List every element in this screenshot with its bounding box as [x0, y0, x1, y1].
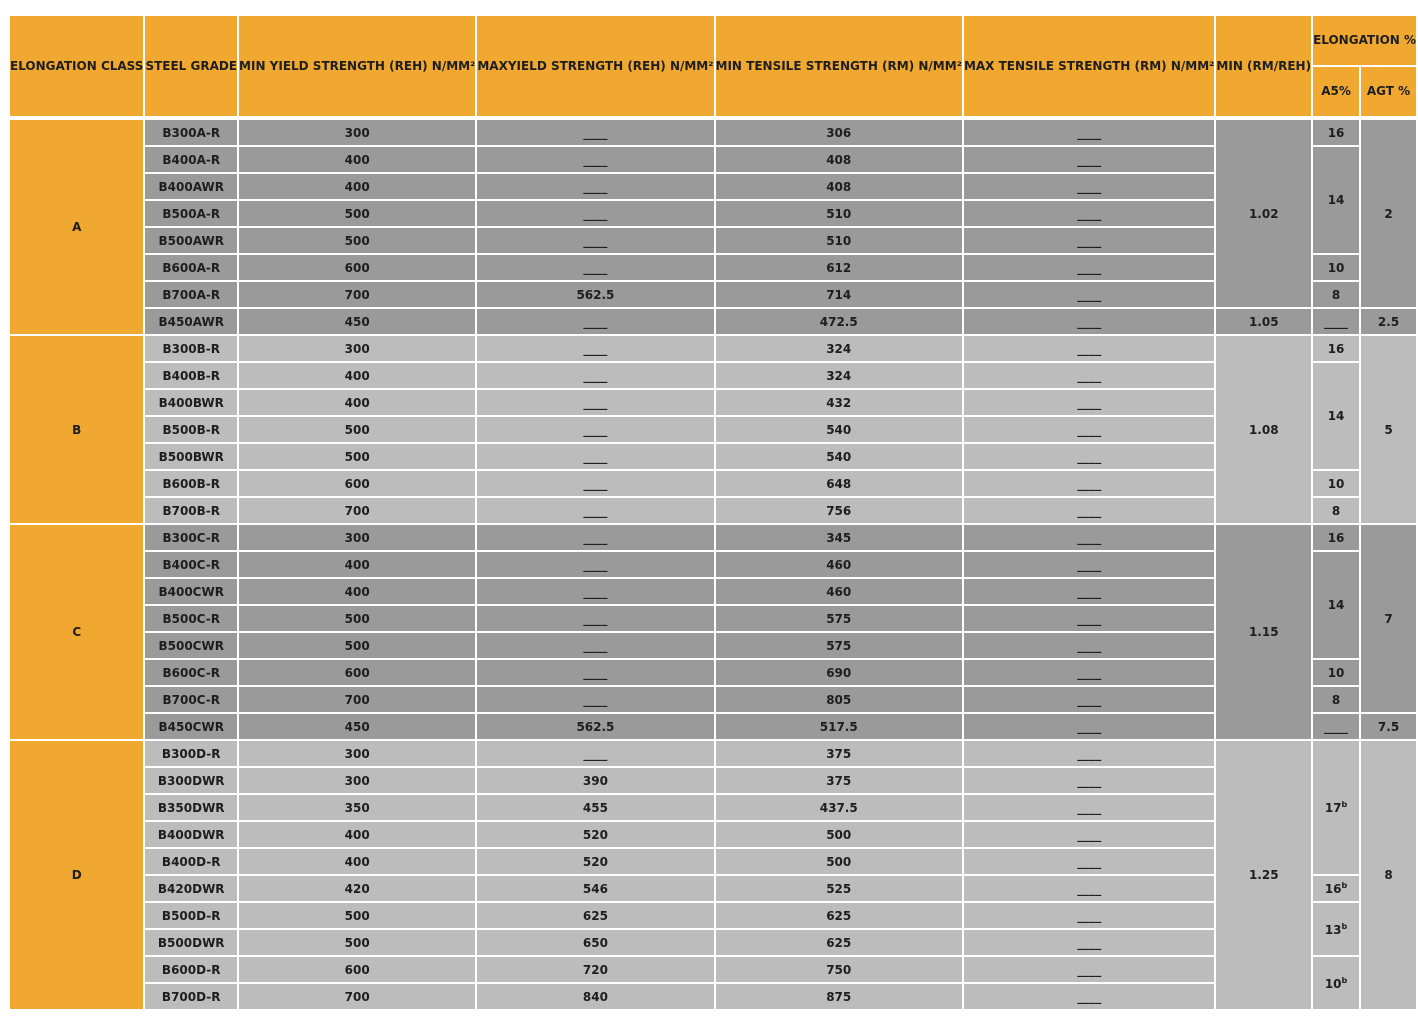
min-tensile: 432	[716, 390, 962, 415]
min-tensile: 460	[716, 552, 962, 577]
max-yield: ____	[477, 147, 713, 172]
min-yield: 500	[239, 930, 475, 955]
min-yield: 300	[239, 768, 475, 793]
min-tensile: 408	[716, 174, 962, 199]
max-yield: ____	[477, 120, 713, 145]
class-a-agt: 2	[1361, 120, 1416, 307]
footnote-mark: b	[1341, 975, 1348, 985]
max-yield: 650	[477, 930, 713, 955]
min-tensile: 625	[716, 903, 962, 928]
steel-grade: B500BWR	[145, 444, 237, 469]
a5-value: 16	[1313, 525, 1359, 550]
min-yield: 350	[239, 795, 475, 820]
class-a-label: A	[10, 120, 143, 334]
max-tensile: ____	[964, 201, 1214, 226]
max-tensile: ____	[964, 714, 1214, 739]
min-yield: 450	[239, 714, 475, 739]
max-tensile: ____	[964, 363, 1214, 388]
max-tensile: ____	[964, 174, 1214, 199]
min-yield: 600	[239, 255, 475, 280]
class-b-agt: 5	[1361, 336, 1416, 523]
min-tensile: 500	[716, 849, 962, 874]
a5-value-footnoted	[1313, 957, 1359, 1009]
max-tensile: ____	[964, 498, 1214, 523]
max-tensile: ____	[964, 687, 1214, 712]
ratio-value: 1.05	[1216, 309, 1311, 334]
steel-grade: B300C-R	[145, 525, 237, 550]
steel-grade: B400B-R	[145, 363, 237, 388]
steel-grade: B300B-R	[145, 336, 237, 361]
min-tensile: 375	[716, 741, 962, 766]
max-tensile: ____	[964, 768, 1214, 793]
max-tensile: ____	[964, 606, 1214, 631]
max-tensile: ____	[964, 471, 1214, 496]
max-yield: ____	[477, 525, 713, 550]
a5-value-footnoted	[1313, 741, 1359, 874]
footnote-mark: b	[1341, 881, 1348, 890]
max-yield: ____	[477, 471, 713, 496]
min-yield: 300	[239, 741, 475, 766]
max-tensile: ____	[964, 903, 1214, 928]
steel-grade: B400A-R	[145, 147, 237, 172]
min-yield: 500	[239, 606, 475, 631]
a5-value: 14	[1313, 147, 1359, 253]
min-tensile: 324	[716, 363, 962, 388]
class-d-ratio: 1.25	[1216, 741, 1311, 1009]
max-tensile: ____	[964, 147, 1214, 172]
class-c-label: C	[10, 525, 143, 739]
steel-grade: B400D-R	[145, 849, 237, 874]
max-yield: ____	[477, 309, 713, 334]
class-b-ratio: 1.08	[1216, 336, 1311, 523]
min-yield: 400	[239, 552, 475, 577]
min-tensile: 625	[716, 930, 962, 955]
min-tensile: 648	[716, 471, 962, 496]
max-yield: ____	[477, 417, 713, 442]
min-tensile: 540	[716, 444, 962, 469]
min-tensile: 714	[716, 282, 962, 307]
min-tensile: 875	[716, 984, 962, 1009]
min-yield: 700	[239, 687, 475, 712]
max-tensile: ____	[964, 795, 1214, 820]
max-tensile: ____	[964, 957, 1214, 982]
min-yield: 450	[239, 309, 475, 334]
min-yield: 500	[239, 633, 475, 658]
min-yield: 400	[239, 363, 475, 388]
min-tensile: 612	[716, 255, 962, 280]
header-min-yield: MIN YIELD STRENGTH (REH) N/MM²	[239, 16, 475, 116]
min-yield: 300	[239, 336, 475, 361]
min-yield: 400	[239, 174, 475, 199]
max-tensile: ____	[964, 309, 1214, 334]
min-yield: 700	[239, 984, 475, 1009]
min-tensile: 437.5	[716, 795, 962, 820]
steel-grade: B700D-R	[145, 984, 237, 1009]
max-yield: ____	[477, 255, 713, 280]
min-tensile: 756	[716, 498, 962, 523]
min-yield: 600	[239, 471, 475, 496]
steel-grade: B400CWR	[145, 579, 237, 604]
max-tensile: ____	[964, 390, 1214, 415]
min-yield: 420	[239, 876, 475, 901]
a5-value: 16	[1313, 120, 1359, 145]
max-yield: 520	[477, 849, 713, 874]
min-tensile: 805	[716, 687, 962, 712]
a5-value-footnoted	[1313, 876, 1359, 901]
max-tensile: ____	[964, 282, 1214, 307]
header-max-yield: MAXYIELD STRENGTH (REH) N/MM²	[477, 16, 713, 116]
max-yield: ____	[477, 228, 713, 253]
min-tensile: 525	[716, 876, 962, 901]
a5-value: 16	[1324, 882, 1342, 896]
min-yield: 400	[239, 849, 475, 874]
max-yield: 520	[477, 822, 713, 847]
max-yield: ____	[477, 552, 713, 577]
max-yield: ____	[477, 444, 713, 469]
min-tensile: 575	[716, 633, 962, 658]
min-tensile: 750	[716, 957, 962, 982]
a5-value: 10	[1324, 976, 1342, 991]
max-tensile: ____	[964, 930, 1214, 955]
min-yield: 300	[239, 120, 475, 145]
min-tensile: 375	[716, 768, 962, 793]
steel-grade: B700A-R	[145, 282, 237, 307]
steel-grade: B400BWR	[145, 390, 237, 415]
steel-grade: B500D-R	[145, 903, 237, 928]
header-elongation-percent: ELONGATION %	[1313, 16, 1416, 65]
max-tensile: ____	[964, 255, 1214, 280]
max-yield: ____	[477, 174, 713, 199]
min-yield: 500	[239, 417, 475, 442]
steel-grade: B420DWR	[145, 876, 237, 901]
a5-value: 17	[1324, 801, 1342, 815]
max-tensile: ____	[964, 876, 1214, 901]
steel-grade: B300DWR	[145, 768, 237, 793]
class-c-agt: 7	[1361, 525, 1416, 712]
a5-value: 8	[1313, 498, 1359, 523]
max-yield: 840	[477, 984, 713, 1009]
steel-grade: B450AWR	[145, 309, 237, 334]
max-tensile: ____	[964, 228, 1214, 253]
max-tensile: ____	[964, 633, 1214, 658]
steel-grade: B600C-R	[145, 660, 237, 685]
steel-grade: B500DWR	[145, 930, 237, 955]
max-tensile: ____	[964, 849, 1214, 874]
steel-grade: B600B-R	[145, 471, 237, 496]
min-yield: 400	[239, 147, 475, 172]
min-tensile: 540	[716, 417, 962, 442]
max-yield: 546	[477, 876, 713, 901]
a5-value: 8	[1313, 282, 1359, 307]
a5-value: 14	[1313, 363, 1359, 469]
footnote-mark: b	[1341, 921, 1348, 931]
max-tensile: ____	[964, 120, 1214, 145]
min-yield: 500	[239, 903, 475, 928]
min-yield: 600	[239, 957, 475, 982]
min-yield: 300	[239, 525, 475, 550]
steel-grade: B500A-R	[145, 201, 237, 226]
steel-grade: B300A-R	[145, 120, 237, 145]
min-tensile: 324	[716, 336, 962, 361]
steel-grade: B400C-R	[145, 552, 237, 577]
max-yield: 625	[477, 903, 713, 928]
max-tensile: ____	[964, 660, 1214, 685]
header-agt: AGT %	[1361, 67, 1416, 116]
min-tensile: 408	[716, 147, 962, 172]
agt-value: 7.5	[1361, 714, 1416, 739]
agt-value: 2.5	[1361, 309, 1416, 334]
max-tensile: ____	[964, 984, 1214, 1009]
header-a5: A5%	[1313, 67, 1359, 116]
header-min-ratio: MIN (RM/REH)	[1216, 16, 1311, 116]
steel-grade: B600A-R	[145, 255, 237, 280]
max-yield: ____	[477, 336, 713, 361]
max-yield: ____	[477, 660, 713, 685]
steel-grade: B700C-R	[145, 687, 237, 712]
max-yield: ____	[477, 687, 713, 712]
min-tensile: 460	[716, 579, 962, 604]
a5-value: 14	[1313, 552, 1359, 658]
steel-grade: B500C-R	[145, 606, 237, 631]
class-c-ratio: 1.15	[1216, 525, 1311, 739]
footnote-mark: b	[1341, 800, 1348, 809]
max-yield: ____	[477, 363, 713, 388]
a5-value: 10	[1313, 660, 1359, 685]
steel-grade: B500CWR	[145, 633, 237, 658]
a5-value: 10	[1313, 471, 1359, 496]
header-elongation-class: ELONGATION CLASS	[10, 16, 143, 116]
max-tensile: ____	[964, 552, 1214, 577]
steel-grade: B400DWR	[145, 822, 237, 847]
min-yield: 500	[239, 201, 475, 226]
class-d-label: D	[10, 741, 143, 1009]
class-a-ratio: 1.02	[1216, 120, 1311, 307]
max-tensile: ____	[964, 822, 1214, 847]
max-yield: ____	[477, 633, 713, 658]
steel-grade: B500B-R	[145, 417, 237, 442]
min-tensile: 690	[716, 660, 962, 685]
max-yield: ____	[477, 741, 713, 766]
min-yield: 500	[239, 444, 475, 469]
a5-value: 13	[1324, 922, 1342, 937]
steel-grade: B700B-R	[145, 498, 237, 523]
min-yield: 600	[239, 660, 475, 685]
max-yield: ____	[477, 606, 713, 631]
a5-value: 10	[1313, 255, 1359, 280]
min-yield: 700	[239, 498, 475, 523]
max-yield: ____	[477, 390, 713, 415]
steel-grade: B450CWR	[145, 714, 237, 739]
a5-value: ____	[1313, 714, 1359, 739]
a5-value-footnoted	[1313, 903, 1359, 955]
header-min-tensile: MIN TENSILE STRENGTH (RM) N/MM²	[716, 16, 962, 116]
max-tensile: ____	[964, 525, 1214, 550]
min-yield: 400	[239, 579, 475, 604]
max-yield: ____	[477, 579, 713, 604]
min-tensile: 500	[716, 822, 962, 847]
header-steel-grade: STEEL GRADE	[145, 16, 237, 116]
steel-grade: B400AWR	[145, 174, 237, 199]
min-yield: 500	[239, 228, 475, 253]
class-b-label: B	[10, 336, 143, 523]
max-yield: ____	[477, 498, 713, 523]
a5-value: ____	[1313, 309, 1359, 334]
max-yield: 390	[477, 768, 713, 793]
min-tensile: 345	[716, 525, 962, 550]
max-tensile: ____	[964, 417, 1214, 442]
max-yield: 562.5	[477, 714, 713, 739]
class-d-agt: 8	[1361, 741, 1416, 1009]
min-yield: 400	[239, 390, 475, 415]
max-tensile: ____	[964, 336, 1214, 361]
a5-value: 8	[1313, 687, 1359, 712]
steel-grade-table	[8, 14, 1418, 1011]
steel-grade: B350DWR	[145, 795, 237, 820]
min-yield: 400	[239, 822, 475, 847]
max-yield: 720	[477, 957, 713, 982]
header-max-tensile: MAX TENSILE STRENGTH (RM) N/MM²	[964, 16, 1214, 116]
steel-grade: B600D-R	[145, 957, 237, 982]
max-yield: 455	[477, 795, 713, 820]
min-tensile: 510	[716, 201, 962, 226]
max-yield: 562.5	[477, 282, 713, 307]
max-tensile: ____	[964, 444, 1214, 469]
steel-grade: B300D-R	[145, 741, 237, 766]
min-tensile: 575	[716, 606, 962, 631]
max-tensile: ____	[964, 741, 1214, 766]
max-tensile: ____	[964, 579, 1214, 604]
min-tensile: 306	[716, 120, 962, 145]
min-tensile: 472.5	[716, 309, 962, 334]
min-tensile: 510	[716, 228, 962, 253]
a5-value: 16	[1313, 336, 1359, 361]
max-yield: ____	[477, 201, 713, 226]
steel-grade: B500AWR	[145, 228, 237, 253]
min-tensile: 517.5	[716, 714, 962, 739]
min-yield: 700	[239, 282, 475, 307]
